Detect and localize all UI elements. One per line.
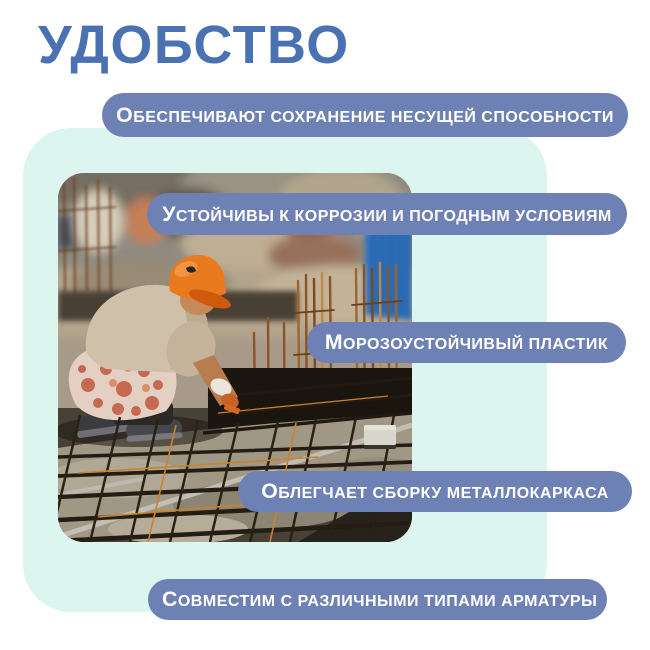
benefit-badge-frost-resistant-plastic: МОРОЗОУСТОЙЧИВЫЙ ПЛАСТИК — [307, 322, 626, 363]
benefit-badge-load-capacity: ОБЕСПЕЧИВАЮТ СОХРАНЕНИЕ НЕСУЩЕЙ СПОСОБНОСТИ — [102, 93, 628, 137]
benefit-badge-corrosion-resistance: УСТОЙЧИВЫ К КОРРОЗИИ И ПОГОДНЫМ УСЛОВИЯМ — [147, 193, 627, 235]
benefit-badge-easy-assembly: ОБЛЕГЧАЕТ СБОРКУ МЕТАЛЛОКАРКАСА — [238, 471, 632, 512]
benefit-badge-rebar-compatibility: СОВМЕСТИМ С РАЗЛИЧНЫМИ ТИПАМИ АРМАТУРЫ — [148, 579, 607, 620]
page-title: УДОБСТВО — [38, 15, 350, 75]
